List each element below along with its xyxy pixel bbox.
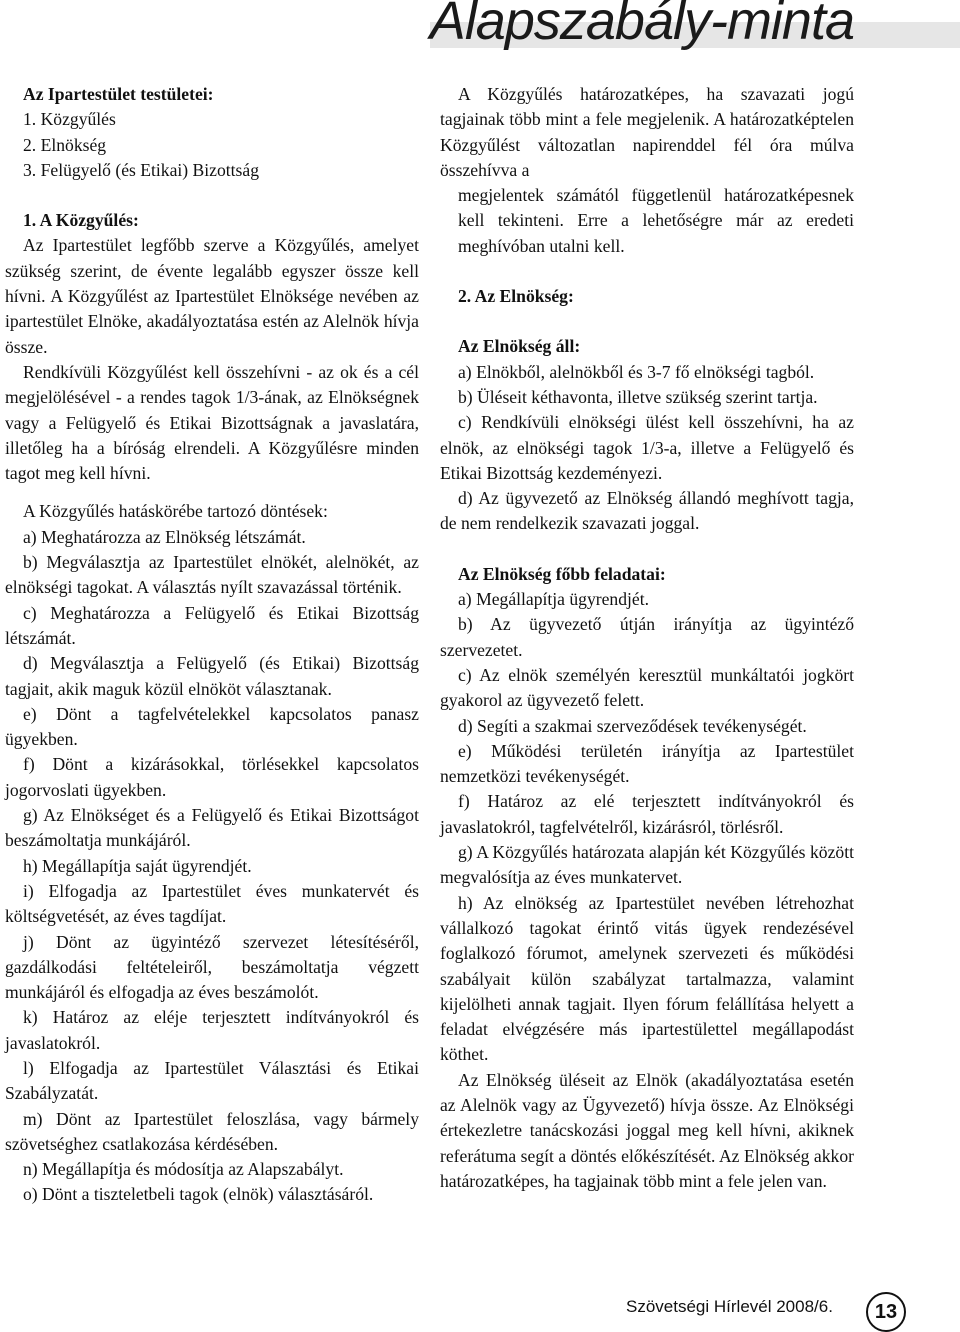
page-number: 13 (866, 1292, 906, 1332)
task-item: a) Megállapítja ügyrendjét. (458, 589, 650, 610)
decision-item: d) Megválasztja a Felügyelő (és Etikai) Bizottság tagjait, akik maguk közül elnököt választanak. (5, 653, 419, 699)
decision-item: g) Az Elnökséget és a Felügyelő és Etikai Bizottságot beszámoltatja munkájáról. (5, 805, 419, 851)
left-column (5, 82, 419, 1208)
extraordinary-paragraph: Rendkívüli Közgyűlést kell összehívni - az ok és a cél megjelölésével - a rendes tagok 1/3-ának, az Elnökségnek vagy a Felügyelő és Etikai Bizottságnak a javaslatára, illetőleg ha a bíróság elrendeli. A Közgyűlésre minden tagot meg kell hívni. (5, 361, 419, 484)
decision-item: h) Megállapítja saját ügyrendjét. (23, 855, 252, 876)
task-item: h) Az elnökség az Ipartestület nevében létrehozhat vállalkozó tagokat érintő vitás ügyek rendezésével foglalkozó fórumot, amelynek szervezeti és működési szabályait külön szabályzat tartalmazza, valamint kijelölheti annak tagjait. Ilyen fórum felállítása helyett a feladat elvégzésére más ipartestülettel megállapodást köthet. (440, 892, 854, 1065)
composition-item: d) Az ügyvezető az Elnökség állandó meghívott tagja, de nem rendelkezik szavazati joggal. (440, 488, 854, 534)
decision-item: m) Dönt az Ipartestület feloszlása, vagy bármely szövetséghez csatlakozása kérdésében. (5, 1108, 419, 1154)
tasks-heading: Az Elnökség főbb feladatai: (458, 563, 666, 584)
composition-item: c) Rendkívüli elnökségi ülést kell összehívni, ha az elnök, az elnökségi tagok 1/3-a, illetve a Felügyelő és Etikai Bizottság kezdeményezi. (440, 412, 854, 483)
task-item: f) Határoz az elé terjesztett indítványokról és javaslatokról, tagfelvételről, kizárásról, törlésről. (440, 791, 854, 837)
decision-item: l) Elfogadja az Ipartestület Választási és Etikai Szabályzatát. (5, 1057, 419, 1104)
decision-item: j) Dönt az ügyintéző szervezet létesítéséről, gazdálkodási feltételeiről, beszámoltatja végzett munkájáról és elfogadja az éves beszámolót. (5, 931, 419, 1003)
task-item: g) A Közgyűlés határozata alapján két Közgyűlés között megvalósítja az éves munkatervet. (440, 842, 854, 888)
page-title: Alapszabály-minta (429, 0, 854, 51)
elnokseg-heading: 2. Az Elnökség: (458, 286, 574, 307)
decisions-heading: A Közgyűlés hatáskörébe tartozó döntések: (23, 501, 328, 522)
decision-item: i) Elfogadja az Ipartestület éves munkatervét és költségvetését, az éves tagdíjat. (5, 880, 419, 927)
decision-item: e) Dönt a tagfelvételekkel kapcsolatos panasz ügyekben. (5, 703, 419, 750)
organ-item: 2. Elnökség (23, 134, 107, 155)
quorum-paragraph: A Közgyűlés határozatképes, ha szavazati jogú tagjainak több mint a fele megjelenik. A határozatképtelen Közgyűlést változatlan napirenddel fél óra múlva összehívva a (440, 84, 854, 180)
decision-item: k) Határoz az eléje terjesztett indítványokról és javaslatokról. (5, 1007, 419, 1053)
decision-item: f) Dönt a kizárásokkal, törlésekkel kapcsolatos jogorvoslati ügyekben. (5, 754, 419, 800)
task-item: b) Az ügyvezető útján irányítja az ügyintéző szervezetet. (440, 614, 854, 660)
organ-item: 3. Felügyelő (és Etikai) Bizottság (23, 159, 260, 180)
decision-item: n) Megállapítja és módosítja az Alapszabályt. (23, 1159, 344, 1180)
kozgyules-paragraph: Az Ipartestület legfőbb szerve a Közgyűlés, amelyet szükség szerint, de évente legalább egyszer össze kell hívni. A Közgyűlést az Ipartestület Elnöksége nevében az ipartestület Elnöke, akadályoztatása estén az Alelnök hívja össze. (5, 235, 419, 357)
right-column (440, 82, 854, 1194)
task-item: c) Az elnök személyén keresztül munkáltatói jogkört gyakorol az ügyvezető felett. (440, 664, 854, 711)
composition-item: b) Üléseit kéthavonta, illetve szükség szerint tartja. (458, 386, 818, 407)
decision-item: c) Meghatározza a Felügyelő és Etikai Bizottság létszámát. (5, 602, 419, 648)
decision-item: a) Meghatározza az Elnökség létszámát. (23, 526, 306, 547)
composition-item: a) Elnökből, alelnökből és 3-7 fő elnökségi tagból. (458, 361, 815, 382)
task-item: e) Működési területén irányítja az Ipartestület nemzetközi tevékenységét. (440, 740, 854, 787)
decision-item: o) Dönt a tiszteletbeli tagok (elnök) választásáról. (23, 1184, 374, 1205)
quorum-paragraph-continued: megjelentek számától függetlenül határozatképesnek kell tekinteni. Erre a lehetőségre már az eredeti meghívóban utalni kell. (458, 185, 854, 256)
kozgyules-heading: 1. A Közgyűlés: (23, 210, 139, 231)
organs-heading: Az Ipartestület testületei: (23, 84, 214, 104)
publication-footer: Szövetségi Hírlevél 2008/6. (626, 1297, 833, 1316)
decision-item: b) Megválasztja az Ipartestület elnökét, alelnökét, az elnökségi tagokat. A választás nyílt szavazással történik. (5, 552, 419, 598)
closing-paragraph: Az Elnökség üléseit az Elnök (akadályoztatása esetén az Alelnök vagy az Ügyvezető) hívja össze. Az Elnökségi értekezletre tanácskozási joggal meg kell hívni, akiknek referátuma segít a döntés előkészítését. Az Elnökség akkor határozatképes, ha tagjainak több mint a fele jelen van. (440, 1069, 854, 1191)
composition-heading: Az Elnökség áll: (458, 336, 581, 357)
organ-item: 1. Közgyűlés (23, 109, 116, 130)
task-item: d) Segíti a szakmai szerveződések tevékenységét. (458, 715, 807, 736)
